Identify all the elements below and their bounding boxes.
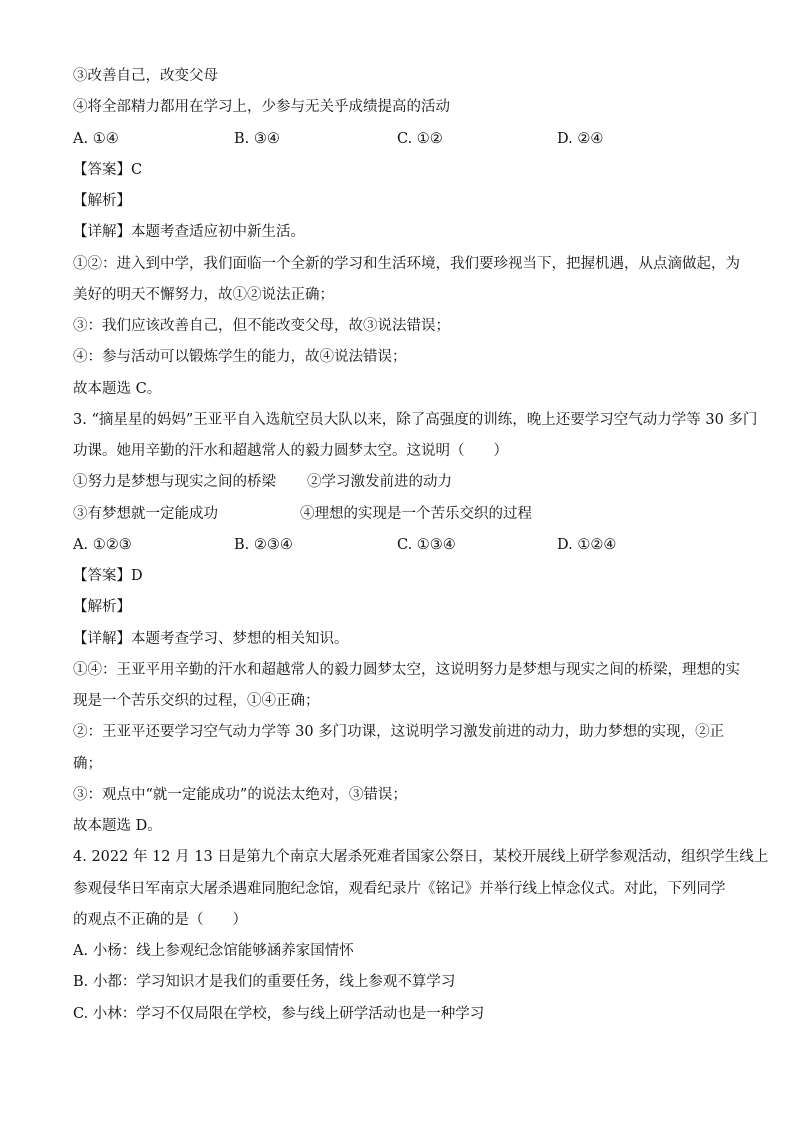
q4-option-c: C. 小林：学习不仅局限在学校，参与线上研学活动也是一种学习 (73, 1006, 485, 1022)
q3-detail: 【详解】本题考查学习、梦想的相关知识。 (73, 631, 349, 647)
q3-statement-4: ④理想的实现是一个苦乐交织的过程 (300, 506, 532, 522)
q2-explanation-3: ④：参与活动可以锻炼学生的能力，故④说法错误； (73, 349, 407, 365)
q2-conclusion: 故本题选 C。 (73, 381, 162, 397)
q3-choice-b: B. ②③④ (234, 537, 293, 553)
q2-choice-c: C. ①② (397, 131, 443, 147)
q2-explanation-2: ③：我们应该改善自己，但不能改变父母，故③说法错误； (73, 318, 450, 334)
q3-explanation-1a: ①④：王亚平用辛勤的汗水和超越常人的毅力圆梦太空，这说明努力是梦想与现实之间的桥梁，理想的实 (73, 662, 740, 678)
q3-choice-c: C. ①③④ (397, 537, 456, 553)
q3-statement-1: ①努力是梦想与现实之间的桥梁 (73, 474, 276, 490)
q3-explanation-2b: 确； (73, 756, 102, 772)
q2-choice-a: A. ①④ (73, 131, 119, 147)
q2-analysis-heading: 【解析】 (73, 193, 131, 209)
q2-choice-b: B. ③④ (234, 131, 280, 147)
q4-option-a: A. 小杨：线上参观纪念馆能够涵养家国情怀 (73, 943, 354, 959)
q3-explanation-1b: 现是一个苦乐交织的过程，①④正确； (73, 693, 320, 709)
q4-stem-line-2: 参观侵华日军南京大屠杀遇难同胞纪念馆，观看纪录片《铭记》并举行线上悼念仪式。对此，下列同学 (73, 881, 726, 897)
q3-statement-2: ②学习激发前进的动力 (307, 474, 452, 490)
q3-stem-line-1: 3. “摘星星的妈妈”王亚平自入选航空员大队以来，除了高强度的训练，晚上还要学习空气动力学等 30 多门 (73, 412, 758, 428)
q4-stem-line-3: 的观点不正确的是（ ） (73, 912, 247, 928)
q2-detail: 【详解】本题考查适应初中新生活。 (73, 224, 305, 240)
q4-option-b: B. 小都：学习知识才是我们的重要任务，线上参观不算学习 (73, 974, 456, 990)
q3-explanation-3: ③：观点中“就一定能成功”的说法太绝对，③错误； (73, 787, 407, 803)
q2-option-3: ③改善自己，改变父母 (73, 68, 218, 84)
q2-explanation-1a: ①②：进入到中学，我们面临一个全新的学习和生活环境，我们要珍视当下，把握机遇，从点滴做起，为 (73, 256, 740, 272)
q3-stem-line-2: 功课。她用辛勤的汗水和超越常人的毅力圆梦太空。这说明（ ） (73, 443, 508, 459)
q3-answer: 【答案】D (73, 568, 143, 584)
q4-stem-line-1: 4. 2022 年 12 月 13 日是第九个南京大屠杀死难者国家公祭日，某校开展线上研学参观活动，组织学生线上 (73, 849, 769, 865)
q3-statement-3: ③有梦想就一定能成功 (73, 506, 218, 522)
q2-option-4: ④将全部精力都用在学习上，少参与无关乎成绩提高的活动 (73, 99, 450, 115)
q3-explanation-2a: ②：王亚平还要学习空气动力学等 30 多门功课，这说明学习激发前进的动力，助力梦想的实现，②正 (73, 724, 725, 740)
q3-analysis-heading: 【解析】 (73, 599, 131, 615)
q3-conclusion: 故本题选 D。 (73, 818, 162, 834)
q2-choice-d: D. ②④ (557, 131, 604, 147)
q2-answer: 【答案】C (73, 162, 143, 178)
q2-explanation-1b: 美好的明天不懈努力，故①②说法正确； (73, 287, 334, 303)
q3-choice-d: D. ①②④ (557, 537, 617, 553)
q3-choice-a: A. ①②③ (73, 537, 132, 553)
